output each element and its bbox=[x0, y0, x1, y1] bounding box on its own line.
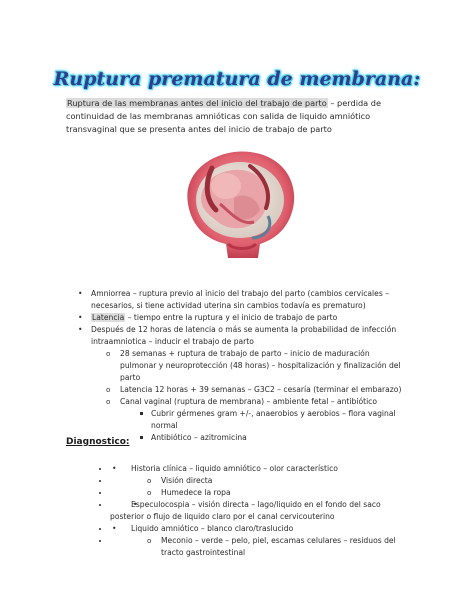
sub-sub-list-item: Antibiótico – azitromicina bbox=[76, 432, 406, 444]
latencia-text: – tiempo entre la ruptura y el inicio de trabajo de parto bbox=[125, 313, 338, 322]
sub-list-item: o • Meconio – verde – pelo, piel, escamas celulares – residuos del tracto gastrointestinal bbox=[110, 535, 406, 559]
sub-sub-list-item: Cubrir gérmenes gram +/-, anaerobios y aerobios – flora vaginal normal bbox=[76, 408, 406, 432]
list-item: • • Liquido amniótico – blanco claro/traslucido bbox=[110, 523, 406, 535]
page-title: Ruptura prematura de membrana: bbox=[53, 68, 421, 90]
uterus-fetus-illustration bbox=[168, 146, 306, 262]
list-item: • • Historia clínica – liquido amniótico – olor característico bbox=[110, 463, 406, 475]
latencia-highlight: Latencia bbox=[92, 313, 125, 322]
list-item: • Amniorrea – ruptura previo al inicio del trabajo del parto (cambios cervicales – necesarios, si tiene actividad uterina sin cambios todavía es prematuro) bbox=[76, 288, 406, 312]
sub-list-item: o Latencia 12 horas + 39 semanas – G3C2 – cesaría (terminar el embarazo) bbox=[76, 384, 406, 396]
list-item bbox=[76, 312, 406, 324]
diagnostico-heading: Diagnostico: bbox=[66, 437, 130, 447]
sub-list-item: o 28 semanas + ruptura de trabajo de parto – inicio de maduración pulmonar y neuroprotección (48 horas) – hospitalización y finalización del parto bbox=[76, 348, 406, 384]
list-general bbox=[76, 288, 406, 444]
list-item: • Después de 12 horas de latencia o más se aumenta la probabilidad de infección intraamniotica – inducir el trabajo de parto bbox=[76, 324, 406, 348]
list-diagnostico bbox=[70, 455, 406, 566]
list-item: • • Especulocospia – visión directa – lago/liquido en el fondo del saco posterior o flujo de liquido claro por el canal cervicouterino bbox=[110, 499, 406, 523]
sub-list-item: o • Humedece la ropa bbox=[110, 487, 406, 499]
intro-highlight: Ruptura de las membranas antes del inicio del trabajo de parto bbox=[67, 98, 327, 108]
intro-paragraph bbox=[66, 97, 406, 136]
intro-text: – perdida de continuidad de las membranas amnióticas con salida de liquido amniótico transvaginal que se presenta antes del inicio de trabajo de parto bbox=[66, 98, 382, 134]
sub-list-item: o Canal vaginal (ruptura de membrana) – ambiente fetal – antibiótico bbox=[76, 396, 406, 408]
sub-list-item: o • Visión directa bbox=[110, 475, 406, 487]
